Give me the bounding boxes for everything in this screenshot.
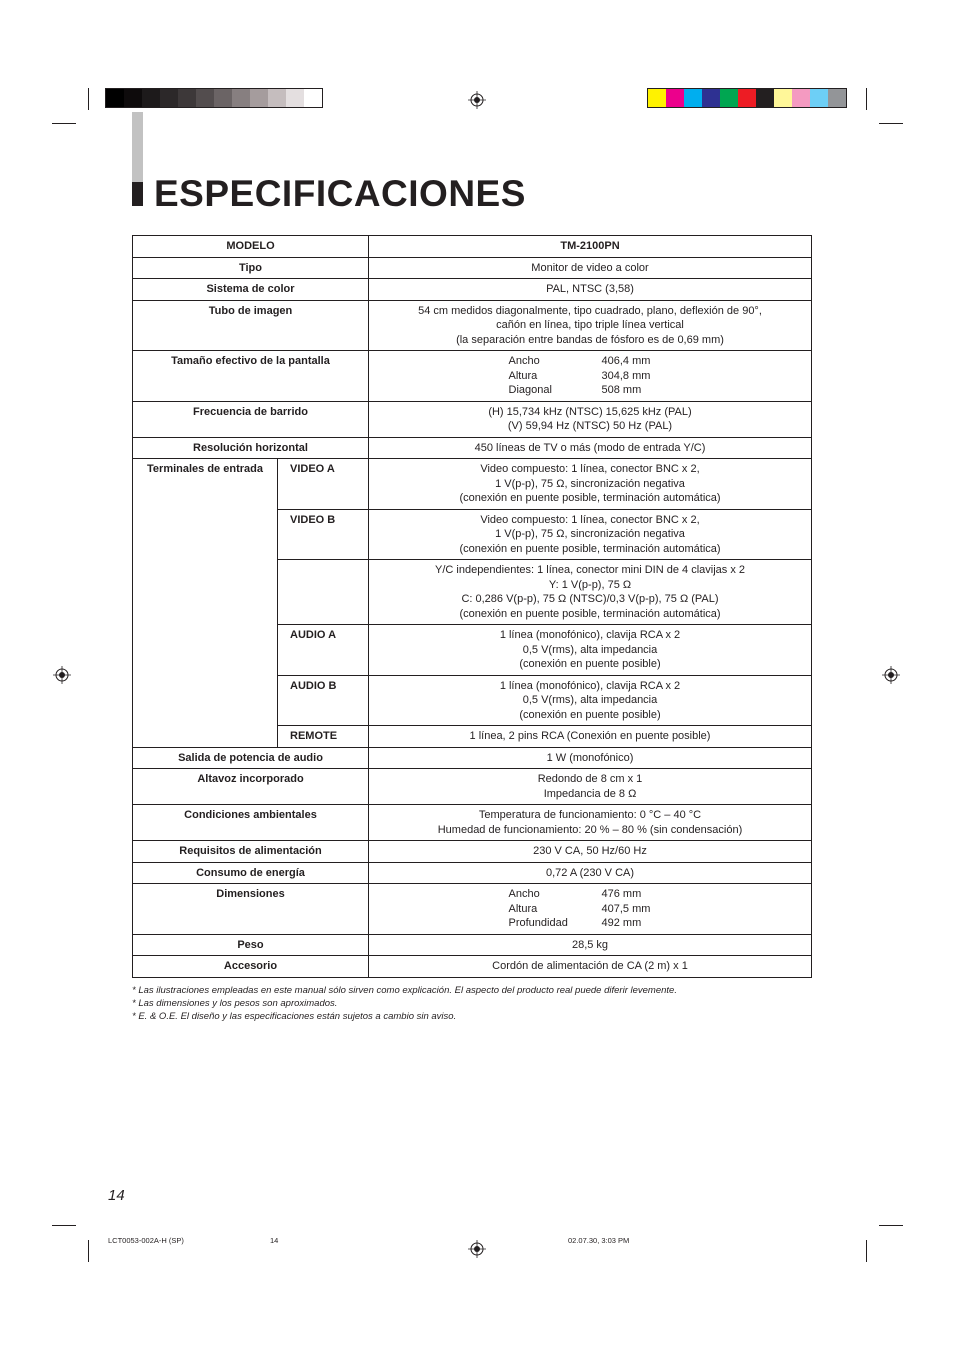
spec-value bbox=[369, 300, 812, 351]
spec-value-line: Impedancia de 8 Ω bbox=[543, 787, 637, 800]
spec-value bbox=[369, 841, 812, 863]
spec-label: Peso bbox=[133, 934, 369, 956]
spec-label: Tamaño efectivo de la pantalla bbox=[133, 351, 369, 402]
footnote: * Las dimensiones y los pesos son aproximados. bbox=[132, 998, 338, 1009]
input-terminal-name: REMOTE bbox=[278, 726, 369, 748]
spec-value bbox=[369, 279, 812, 301]
gray-swatch bbox=[232, 89, 250, 107]
table-row bbox=[133, 459, 812, 510]
spec-value-line: (H) 15,734 kHz (NTSC) 15,625 kHz (PAL) bbox=[488, 405, 692, 418]
spec-value bbox=[369, 934, 812, 956]
spec-value bbox=[369, 459, 812, 510]
spec-value-line: 54 cm medidos diagonalmente, tipo cuadrado, plano, deflexión de 90°, bbox=[418, 304, 762, 317]
spec-value bbox=[369, 805, 812, 841]
spec-value-line: 0,5 V(rms), alta impedancia bbox=[522, 694, 658, 706]
spec-key: Altura bbox=[508, 902, 538, 915]
spec-value-line: (conexión en puente posible) bbox=[519, 658, 661, 670]
spec-amount: 304,8 mm bbox=[601, 369, 651, 382]
gray-swatch bbox=[106, 89, 124, 107]
gray-swatch bbox=[214, 89, 232, 107]
gray-swatch bbox=[286, 89, 304, 107]
spec-value bbox=[369, 625, 812, 676]
spec-value-line: cañón en línea, tipo triple línea vertical bbox=[496, 319, 684, 331]
gray-calibration-bars bbox=[105, 88, 323, 108]
gray-swatch bbox=[196, 89, 214, 107]
footer-code: LCT0053-002A-H (SP) bbox=[108, 1236, 184, 1245]
spec-label: Condiciones ambientales bbox=[133, 805, 369, 841]
spec-label: Sistema de color bbox=[133, 279, 369, 301]
spec-value-line: 1 W (monofónico) bbox=[546, 751, 634, 764]
title-side-bar bbox=[132, 112, 143, 182]
table-row bbox=[133, 747, 812, 769]
crop-mark bbox=[879, 1225, 903, 1226]
spec-label: Altavoz incorporado bbox=[133, 769, 369, 805]
input-terminal-name: AUDIO A bbox=[278, 625, 369, 676]
spec-key: Diagonal bbox=[508, 384, 552, 396]
spec-value-line: 230 V CA, 50 Hz/60 Hz bbox=[533, 845, 647, 857]
spec-amount: 476 mm bbox=[601, 888, 642, 900]
spec-value-line: Video compuesto: 1 línea, conector BNC x 2, bbox=[480, 463, 700, 475]
spec-value-line: Cordón de alimentación de CA (2 m) x 1 bbox=[492, 960, 688, 972]
spec-label: Resolución horizontal bbox=[133, 437, 369, 459]
table-row bbox=[133, 300, 812, 351]
spec-value bbox=[369, 401, 812, 437]
spec-label: Salida de potencia de audio bbox=[133, 747, 369, 769]
color-swatch bbox=[720, 89, 738, 107]
spec-value-line: (conexión en puente posible, terminación automática) bbox=[459, 492, 721, 504]
color-swatch bbox=[756, 89, 774, 107]
footer-page: 14 bbox=[270, 1236, 279, 1245]
color-swatch bbox=[738, 89, 756, 107]
spec-value bbox=[369, 509, 812, 560]
spec-value-line: 0,72 A (230 V CA) bbox=[545, 866, 635, 879]
table-row bbox=[133, 769, 812, 805]
page-number: 14 bbox=[108, 1187, 125, 1204]
table-row bbox=[133, 257, 812, 279]
page-title: ESPECIFICACIONES bbox=[154, 173, 526, 214]
color-swatch bbox=[684, 89, 702, 107]
spec-label: Tipo bbox=[133, 257, 369, 279]
input-terminal-name: VIDEO B bbox=[278, 509, 369, 560]
color-swatch bbox=[828, 89, 846, 107]
spec-value bbox=[369, 769, 812, 805]
spec-value-line: (V) 59,94 Hz (NTSC) 50 Hz (PAL) bbox=[507, 420, 673, 432]
registration-mark-icon bbox=[468, 1240, 486, 1258]
spec-value-line: 1 línea (monofónico), clavija RCA x 2 bbox=[499, 679, 681, 692]
spec-value-line: Monitor de video a color bbox=[531, 261, 649, 274]
input-terminal-name: AUDIO B bbox=[278, 675, 369, 726]
footnote: * E. & O.E. El diseño y las especificaciones están sujetos a cambio sin aviso. bbox=[132, 1011, 457, 1022]
input-terminals-label: Terminales de entrada bbox=[133, 459, 278, 748]
spec-amount: 407,5 mm bbox=[601, 902, 651, 915]
table-row bbox=[133, 279, 812, 301]
spec-value-line: Video compuesto: 1 línea, conector BNC x 2, bbox=[480, 513, 700, 526]
table-row bbox=[133, 934, 812, 956]
spec-value-line: 1 V(p-p), 75 Ω, sincronización negativa bbox=[495, 477, 685, 490]
input-terminal-name bbox=[278, 560, 369, 625]
gray-swatch bbox=[304, 89, 322, 107]
crop-mark bbox=[88, 88, 89, 110]
gray-swatch bbox=[124, 89, 142, 107]
spec-value-line: C: 0,286 V(p-p), 75 Ω (NTSC)/0,3 V(p-p), 75 Ω (PAL) bbox=[461, 593, 719, 605]
key-value-list bbox=[509, 887, 672, 931]
input-terminal-name: VIDEO A bbox=[278, 459, 369, 510]
spec-key: Ancho bbox=[508, 355, 540, 367]
crop-mark bbox=[866, 88, 867, 110]
spec-value-line: (conexión en puente posible, terminación automática) bbox=[459, 607, 721, 620]
spec-key: Ancho bbox=[508, 888, 540, 900]
model-header-label: MODELO bbox=[133, 236, 369, 258]
spec-value bbox=[369, 675, 812, 726]
spec-key: Altura bbox=[508, 369, 538, 382]
spec-value bbox=[369, 884, 812, 935]
color-swatch bbox=[792, 89, 810, 107]
model-header-value: TM-2100PN bbox=[369, 236, 812, 258]
gray-swatch bbox=[160, 89, 178, 107]
crop-mark bbox=[88, 1240, 89, 1262]
spec-value bbox=[369, 437, 812, 459]
spec-label: Frecuencia de barrido bbox=[133, 401, 369, 437]
crop-mark bbox=[52, 123, 76, 124]
spec-value-line: (la separación entre bandas de fósforo es de 0,69 mm) bbox=[456, 333, 724, 346]
spec-value bbox=[369, 956, 812, 978]
spec-value bbox=[369, 257, 812, 279]
spec-value-line: 450 líneas de TV o más (modo de entrada Y/C) bbox=[474, 441, 706, 454]
table-row bbox=[133, 805, 812, 841]
spec-value-line: (conexión en puente posible, terminación automática) bbox=[459, 542, 721, 555]
spec-value-line: Y/C independientes: 1 línea, conector mini DIN de 4 clavijas x 2 bbox=[435, 564, 745, 576]
table-row bbox=[133, 884, 812, 935]
title-side-marker bbox=[132, 182, 143, 206]
spec-value-line: 1 línea, 2 pins RCA (Conexión en puente posible) bbox=[469, 730, 711, 742]
color-swatch bbox=[810, 89, 828, 107]
color-swatch bbox=[648, 89, 666, 107]
footnote: * Las ilustraciones empleadas en este manual sólo sirven como explicación. El aspecto del producto real puede diferir levemente. bbox=[132, 985, 677, 996]
spec-value-line: Y: 1 V(p-p), 75 Ω bbox=[548, 578, 632, 591]
spec-value-line: 1 V(p-p), 75 Ω, sincronización negativa bbox=[495, 528, 685, 540]
spec-amount: 406,4 mm bbox=[601, 355, 651, 367]
spec-value-line: Temperatura de funcionamiento: 0 °C – 40 °C bbox=[478, 809, 702, 821]
spec-value-line: Humedad de funcionamiento: 20 % – 80 % (sin condensación) bbox=[437, 823, 743, 836]
gray-swatch bbox=[250, 89, 268, 107]
gray-swatch bbox=[142, 89, 160, 107]
spec-value-line: Redondo de 8 cm x 1 bbox=[537, 773, 643, 785]
spec-value-line: 28,5 kg bbox=[571, 938, 609, 951]
footer-date: 02.07.30, 3:03 PM bbox=[568, 1236, 630, 1245]
table-row bbox=[133, 437, 812, 459]
spec-label: Requisitos de alimentación bbox=[133, 841, 369, 863]
spec-key: Profundidad bbox=[508, 917, 568, 929]
footnotes bbox=[132, 984, 677, 1023]
spec-value-line: (conexión en puente posible) bbox=[519, 708, 661, 721]
registration-mark-icon bbox=[53, 666, 71, 684]
table-row bbox=[133, 862, 812, 884]
spec-value bbox=[369, 351, 812, 402]
spec-label: Dimensiones bbox=[133, 884, 369, 935]
crop-mark bbox=[52, 1225, 76, 1226]
table-header-row bbox=[133, 236, 812, 258]
spec-value-line: 1 línea (monofónico), clavija RCA x 2 bbox=[499, 629, 681, 641]
crop-mark bbox=[866, 1240, 867, 1262]
color-calibration-bars bbox=[647, 88, 847, 108]
gray-swatch bbox=[178, 89, 196, 107]
color-swatch bbox=[702, 89, 720, 107]
spec-label: Tubo de imagen bbox=[133, 300, 369, 351]
gray-swatch bbox=[268, 89, 286, 107]
spec-value-line: PAL, NTSC (3,58) bbox=[546, 283, 634, 295]
spec-amount: 508 mm bbox=[601, 384, 642, 396]
registration-mark-icon bbox=[882, 666, 900, 684]
table-row bbox=[133, 351, 812, 402]
table-row bbox=[133, 841, 812, 863]
spec-value bbox=[369, 560, 812, 625]
spec-value bbox=[369, 862, 812, 884]
registration-mark-icon bbox=[468, 91, 486, 109]
color-swatch bbox=[774, 89, 792, 107]
spec-amount: 492 mm bbox=[601, 917, 642, 929]
spec-label: Accesorio bbox=[133, 956, 369, 978]
key-value-list bbox=[509, 354, 672, 398]
crop-mark bbox=[879, 123, 903, 124]
table-row bbox=[133, 956, 812, 978]
table-row bbox=[133, 401, 812, 437]
spec-value bbox=[369, 726, 812, 748]
specifications-table bbox=[132, 235, 812, 978]
spec-value-line: 0,5 V(rms), alta impedancia bbox=[522, 643, 658, 656]
color-swatch bbox=[666, 89, 684, 107]
spec-value bbox=[369, 747, 812, 769]
spec-label: Consumo de energía bbox=[133, 862, 369, 884]
